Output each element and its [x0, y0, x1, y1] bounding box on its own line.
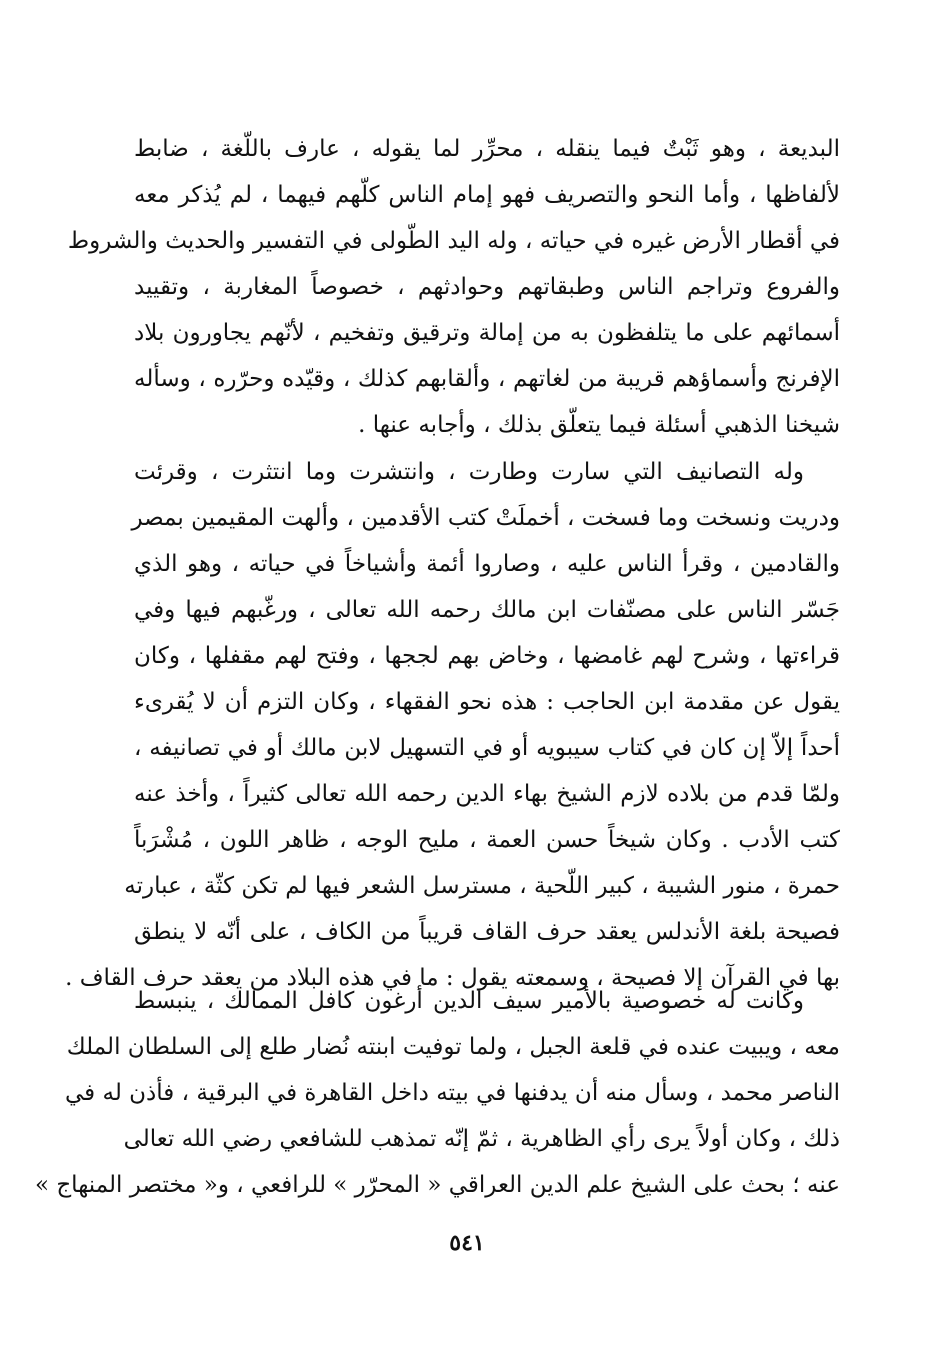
paragraph-1-line-2: لألفاظها ، وأما النحو والتصريف فهو إمام الناس كلّهم فيهما ، لم يُذكر معه — [134, 182, 840, 208]
paragraph-2-line-12: بها في القرآن إلا فصيحة ، وسمعته يقول : ما في هذه البلاد من يعقد حرف القاف . — [65, 965, 840, 991]
paragraph-2-line-1: وله التصانيف التي سارت وطارت ، وانتشرت وما انتثرت ، وقرئت — [134, 459, 804, 485]
paragraph-1-line-3: في أقطار الأرض غيره في حياته ، وله اليد الطّولى في التفسير والحديث والشروط — [67, 228, 840, 254]
paragraph-3-line-5: عنه ؛ بحث على الشيخ علم الدين العراقي « المحرّر » للرافعي ، و« مختصر المنهاج » — [34, 1172, 840, 1198]
paragraph-2-line-10: حمرة ، منور الشيبة ، كبير اللّحية ، مسترسل الشعر فيها لم تكن كثّة ، عبارته — [124, 873, 840, 899]
paragraph-2-line-3: والقادمين ، وقرأ الناس عليه ، وصاروا أئمة وأشياخاً في حياته ، وهو الذي — [134, 551, 840, 577]
paragraph-2-line-6: يقول عن مقدمة ابن الحاجب : هذه نحو الفقهاء ، وكان التزم أن لا يُقرىء — [134, 689, 840, 715]
paragraph-3-line-1: وكانت له خصوصية بالأمير سيف الدين أرغون كافل الممالك ، ينبسط — [134, 988, 804, 1014]
paragraph-2-line-7: أحداً إلاّ إن كان في كتاب سيبويه أو في التسهيل لابن مالك أو في تصانيفه ، — [134, 735, 840, 761]
paragraph-2-line-9: كتب الأدب . وكان شيخاً حسن العمة ، مليح الوجه ، ظاهر اللون ، مُشْرَباً — [134, 827, 840, 853]
paragraph-1-line-5: أسمائهم على ما يتلفظون به من إمالة وترقيق وتفخيم ، لأنّهم يجاورون بلاد — [134, 320, 840, 346]
paragraph-2-line-2: ودريت ونسخت وما فسخت ، أخملَتْ كتب الأقدمين ، وألهت المقيمين بمصر — [131, 505, 840, 531]
paragraph-3-line-4: ذلك ، وكان أولاً يرى رأي الظاهرية ، ثمّ إنّه تمذهب للشافعي رضي الله تعالى — [123, 1126, 840, 1152]
paragraph-1 — [67, 126, 840, 448]
paragraph-1-line-1: البديعة ، وهو ثَبْتٌ فيما ينقله ، محرِّر لما يقوله ، عارف باللّغة ، ضابط — [134, 136, 840, 162]
paragraph-3-line-2: معه ، ويبيت عنده في قلعة الجبل ، ولما توفيت ابنته نُضار طلع إلى السلطان الملك — [66, 1034, 840, 1060]
paragraph-2-line-11: فصيحة بلغة الأندلس يعقد حرف القاف قريباً من الكاف ، على أنّه لا ينطق — [134, 919, 840, 945]
paragraph-1-line-7: شيخنا الذهبي أسئلة فيما يتعلّق بذلك ، وأجابه عنها . — [358, 412, 840, 438]
paragraph-1-line-4: والفروع وتراجم الناس وطبقاتهم وحوادثهم ، خصوصاً المغاربة ، وتقييد — [134, 274, 840, 300]
paragraph-2-line-5: قراءتها ، وشرح لهم غامضها ، وخاض بهم لججها ، وفتح لهم مقفلها ، وكان — [134, 643, 840, 669]
paragraph-3-line-3: الناصر محمد ، وسأل منه أن يدفنها في بيته داخل القاهرة في البرقية ، فأذن له في — [65, 1080, 840, 1106]
page-number: ٥٤١ — [449, 1230, 485, 1256]
paragraph-2-line-4: جَسّر الناس على مصنّفات ابن مالك رحمه الله تعالى ، ورغّبهم فيها وفي — [134, 597, 840, 623]
paragraph-1-line-6: الإفرنج وأسماؤهم قريبة من لغاتهم ، وألقابهم كذلك ، وقيّده وحرّره ، وسأله — [134, 366, 840, 392]
paragraph-2 — [65, 449, 840, 1001]
paragraph-2-line-8: ولمّا قدم من بلاده لازم الشيخ بهاء الدين رحمه الله تعالى كثيراً ، وأخذ عنه — [134, 781, 840, 807]
